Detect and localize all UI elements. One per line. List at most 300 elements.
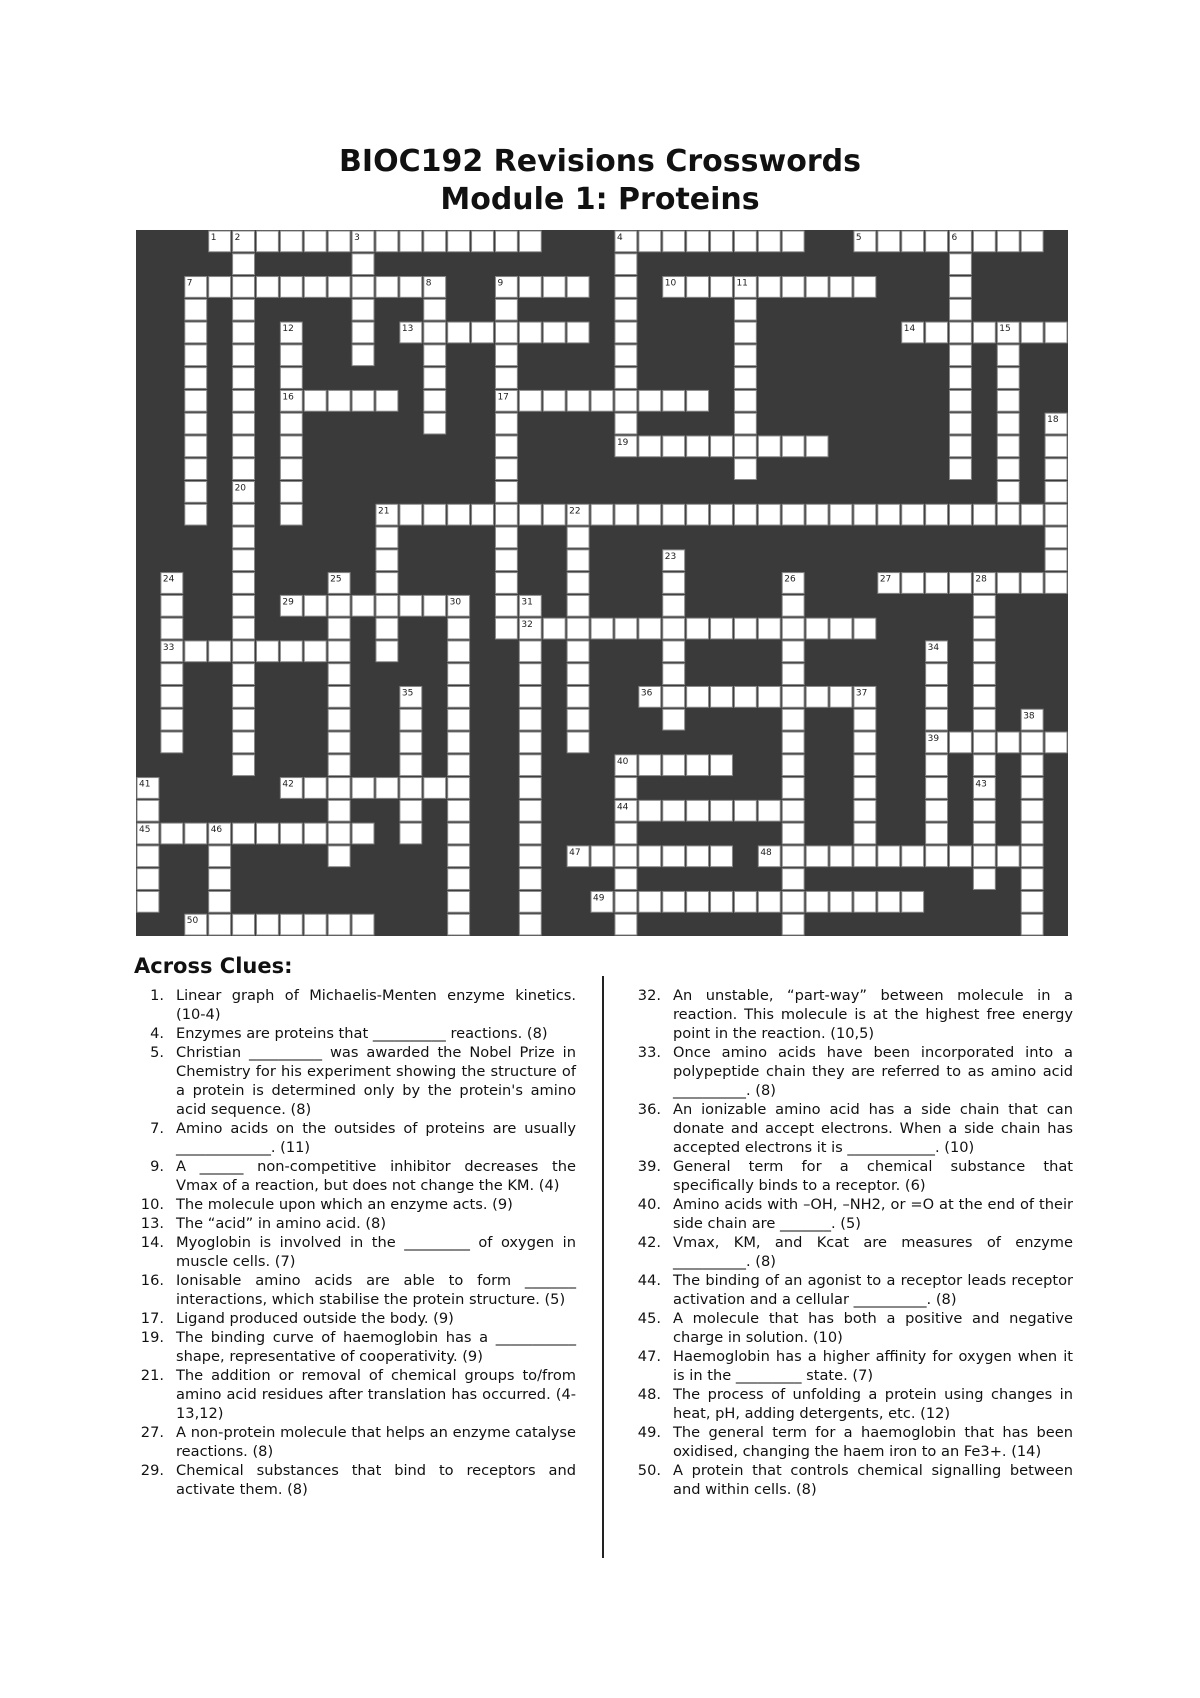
crossword-cell[interactable] — [926, 778, 948, 799]
crossword-cell[interactable] — [328, 800, 350, 821]
crossword-cell[interactable] — [352, 254, 374, 275]
crossword-cell[interactable] — [926, 686, 948, 707]
crossword-cell[interactable] — [854, 800, 876, 821]
crossword-cell[interactable] — [424, 345, 446, 366]
crossword-cell[interactable] — [543, 277, 565, 298]
crossword-cell[interactable] — [400, 231, 422, 252]
crossword-cell[interactable] — [950, 436, 972, 457]
crossword-cell[interactable] — [615, 390, 637, 411]
crossword-cell[interactable] — [663, 891, 685, 912]
crossword-cell[interactable] — [997, 436, 1019, 457]
crossword-cell[interactable] — [973, 664, 995, 685]
crossword-cell[interactable] — [950, 413, 972, 434]
crossword-cell[interactable] — [639, 504, 661, 525]
crossword-cell[interactable] — [328, 390, 350, 411]
crossword-cell[interactable] — [519, 686, 541, 707]
crossword-cell[interactable] — [758, 686, 780, 707]
crossword-cell[interactable] — [926, 755, 948, 776]
crossword-cell[interactable] — [639, 436, 661, 457]
crossword-cell[interactable] — [256, 823, 278, 844]
crossword-cell[interactable] — [997, 413, 1019, 434]
crossword-cell[interactable] — [376, 231, 398, 252]
crossword-cell[interactable] — [973, 641, 995, 662]
crossword-cell[interactable] — [830, 846, 852, 867]
crossword-cell[interactable] — [304, 641, 326, 662]
crossword-cell[interactable] — [233, 504, 255, 525]
crossword-cell[interactable] — [663, 709, 685, 730]
crossword-cell[interactable] — [519, 709, 541, 730]
crossword-cell[interactable] — [543, 504, 565, 525]
crossword-cell[interactable] — [161, 823, 183, 844]
crossword-cell[interactable] — [137, 891, 159, 912]
crossword-cell[interactable] — [782, 231, 804, 252]
crossword-cell[interactable] — [233, 254, 255, 275]
crossword-cell[interactable] — [687, 846, 709, 867]
crossword-cell[interactable] — [782, 869, 804, 890]
crossword-cell[interactable] — [209, 846, 231, 867]
crossword-cell[interactable] — [352, 299, 374, 320]
crossword-cell[interactable] — [782, 914, 804, 935]
crossword-cell[interactable] — [902, 846, 924, 867]
crossword-cell[interactable] — [687, 436, 709, 457]
crossword-cell[interactable] — [304, 823, 326, 844]
crossword-cell[interactable] — [758, 504, 780, 525]
crossword-cell[interactable] — [639, 618, 661, 639]
crossword-cell[interactable] — [376, 390, 398, 411]
crossword-cell[interactable] — [543, 322, 565, 343]
crossword-cell[interactable] — [519, 914, 541, 935]
crossword-cell[interactable] — [567, 664, 589, 685]
crossword-cell[interactable] — [233, 299, 255, 320]
crossword-cell[interactable] — [950, 299, 972, 320]
crossword-cell[interactable] — [687, 504, 709, 525]
crossword-cell[interactable] — [472, 322, 494, 343]
crossword-cell[interactable] — [854, 277, 876, 298]
crossword-cell[interactable] — [448, 891, 470, 912]
crossword-cell[interactable] — [1021, 891, 1043, 912]
crossword-cell[interactable] — [495, 573, 517, 594]
crossword-cell[interactable] — [280, 368, 302, 389]
crossword-cell[interactable] — [328, 709, 350, 730]
crossword-cell[interactable] — [1021, 800, 1043, 821]
crossword-cell[interactable] — [233, 436, 255, 457]
crossword-cell[interactable] — [400, 277, 422, 298]
crossword-cell[interactable] — [950, 459, 972, 480]
crossword-cell[interactable] — [758, 231, 780, 252]
crossword-cell[interactable] — [233, 277, 255, 298]
crossword-cell[interactable] — [615, 869, 637, 890]
crossword-cell[interactable] — [926, 846, 948, 867]
crossword-cell[interactable] — [567, 686, 589, 707]
crossword-cell[interactable] — [1045, 482, 1067, 503]
crossword-cell[interactable] — [854, 755, 876, 776]
crossword-cell[interactable] — [233, 550, 255, 571]
crossword-cell[interactable] — [328, 641, 350, 662]
crossword-cell[interactable] — [687, 755, 709, 776]
crossword-cell[interactable] — [495, 322, 517, 343]
crossword-cell[interactable] — [591, 846, 613, 867]
crossword-cell[interactable] — [1021, 322, 1043, 343]
crossword-cell[interactable] — [854, 618, 876, 639]
crossword-cell[interactable] — [615, 254, 637, 275]
crossword-cell[interactable] — [926, 573, 948, 594]
crossword-cell[interactable] — [280, 345, 302, 366]
crossword-cell[interactable] — [304, 390, 326, 411]
crossword-cell[interactable] — [1045, 322, 1067, 343]
crossword-cell[interactable] — [519, 732, 541, 753]
crossword-cell[interactable] — [448, 732, 470, 753]
crossword-cell[interactable] — [663, 595, 685, 616]
crossword-cell[interactable] — [902, 231, 924, 252]
crossword-cell[interactable] — [854, 846, 876, 867]
crossword-cell[interactable] — [950, 573, 972, 594]
crossword-cell[interactable] — [519, 231, 541, 252]
crossword-cell[interactable] — [1021, 573, 1043, 594]
crossword-cell[interactable] — [328, 778, 350, 799]
crossword-cell[interactable] — [328, 231, 350, 252]
crossword-cell[interactable] — [973, 686, 995, 707]
crossword-cell[interactable] — [448, 641, 470, 662]
crossword-cell[interactable] — [854, 504, 876, 525]
crossword-cell[interactable] — [519, 755, 541, 776]
crossword-cell[interactable] — [328, 618, 350, 639]
crossword-cell[interactable] — [567, 641, 589, 662]
crossword-cell[interactable] — [973, 618, 995, 639]
crossword-cell[interactable] — [663, 641, 685, 662]
crossword-cell[interactable] — [233, 664, 255, 685]
crossword-cell[interactable] — [161, 709, 183, 730]
crossword-cell[interactable] — [376, 550, 398, 571]
crossword-cell[interactable] — [782, 504, 804, 525]
crossword-cell[interactable] — [448, 846, 470, 867]
crossword-cell[interactable] — [615, 322, 637, 343]
crossword-cell[interactable] — [950, 504, 972, 525]
crossword-cell[interactable] — [734, 891, 756, 912]
crossword-cell[interactable] — [711, 436, 733, 457]
crossword-cell[interactable] — [256, 641, 278, 662]
crossword-cell[interactable] — [424, 778, 446, 799]
crossword-cell[interactable] — [711, 846, 733, 867]
crossword-cell[interactable] — [830, 504, 852, 525]
crossword-cell[interactable] — [1045, 504, 1067, 525]
crossword-cell[interactable] — [997, 345, 1019, 366]
crossword-cell[interactable] — [519, 823, 541, 844]
crossword-cell[interactable] — [734, 345, 756, 366]
crossword-cell[interactable] — [1045, 732, 1067, 753]
crossword-cell[interactable] — [448, 231, 470, 252]
crossword-cell[interactable] — [734, 504, 756, 525]
crossword-cell[interactable] — [806, 277, 828, 298]
crossword-cell[interactable] — [782, 823, 804, 844]
crossword-cell[interactable] — [806, 436, 828, 457]
crossword-cell[interactable] — [878, 891, 900, 912]
crossword-cell[interactable] — [782, 436, 804, 457]
crossword-cell[interactable] — [400, 732, 422, 753]
crossword-cell[interactable] — [878, 504, 900, 525]
crossword-cell[interactable] — [854, 732, 876, 753]
crossword-cell[interactable] — [663, 800, 685, 821]
crossword-cell[interactable] — [233, 686, 255, 707]
crossword-cell[interactable] — [782, 846, 804, 867]
crossword-cell[interactable] — [233, 755, 255, 776]
crossword-cell[interactable] — [519, 322, 541, 343]
crossword-cell[interactable] — [280, 823, 302, 844]
crossword-cell[interactable] — [185, 482, 207, 503]
crossword-cell[interactable] — [615, 299, 637, 320]
crossword-cell[interactable] — [233, 618, 255, 639]
crossword-cell[interactable] — [424, 368, 446, 389]
crossword-cell[interactable] — [782, 800, 804, 821]
crossword-cell[interactable] — [973, 755, 995, 776]
crossword-cell[interactable] — [973, 732, 995, 753]
crossword-cell[interactable] — [137, 869, 159, 890]
crossword-cell[interactable] — [233, 390, 255, 411]
crossword-cell[interactable] — [615, 891, 637, 912]
crossword-cell[interactable] — [424, 413, 446, 434]
crossword-cell[interactable] — [615, 618, 637, 639]
crossword-cell[interactable] — [1021, 231, 1043, 252]
crossword-cell[interactable] — [1021, 778, 1043, 799]
crossword-cell[interactable] — [734, 413, 756, 434]
crossword-cell[interactable] — [280, 459, 302, 480]
crossword-cell[interactable] — [280, 914, 302, 935]
crossword-cell[interactable] — [185, 322, 207, 343]
crossword-cell[interactable] — [448, 800, 470, 821]
crossword-cell[interactable] — [233, 322, 255, 343]
crossword-cell[interactable] — [328, 732, 350, 753]
crossword-cell[interactable] — [567, 709, 589, 730]
crossword-cell[interactable] — [854, 709, 876, 730]
crossword-cell[interactable] — [1021, 914, 1043, 935]
crossword-cell[interactable] — [567, 732, 589, 753]
crossword-cell[interactable] — [950, 277, 972, 298]
crossword-cell[interactable] — [782, 732, 804, 753]
crossword-cell[interactable] — [328, 846, 350, 867]
crossword-cell[interactable] — [233, 823, 255, 844]
crossword-cell[interactable] — [950, 345, 972, 366]
crossword-cell[interactable] — [352, 823, 374, 844]
crossword-cell[interactable] — [997, 368, 1019, 389]
crossword-cell[interactable] — [328, 277, 350, 298]
crossword-cell[interactable] — [352, 322, 374, 343]
crossword-cell[interactable] — [615, 846, 637, 867]
crossword-cell[interactable] — [376, 778, 398, 799]
crossword-cell[interactable] — [185, 345, 207, 366]
crossword-cell[interactable] — [495, 368, 517, 389]
crossword-cell[interactable] — [639, 755, 661, 776]
crossword-cell[interactable] — [734, 368, 756, 389]
crossword-cell[interactable] — [1021, 823, 1043, 844]
crossword-cell[interactable] — [280, 277, 302, 298]
crossword-cell[interactable] — [137, 800, 159, 821]
crossword-cell[interactable] — [567, 573, 589, 594]
crossword-cell[interactable] — [758, 436, 780, 457]
crossword-cell[interactable] — [687, 277, 709, 298]
crossword-cell[interactable] — [854, 891, 876, 912]
crossword-cell[interactable] — [567, 527, 589, 548]
crossword-cell[interactable] — [280, 413, 302, 434]
crossword-cell[interactable] — [950, 322, 972, 343]
crossword-cell[interactable] — [782, 755, 804, 776]
crossword-cell[interactable] — [448, 755, 470, 776]
crossword-cell[interactable] — [782, 664, 804, 685]
crossword-cell[interactable] — [424, 504, 446, 525]
crossword-cell[interactable] — [973, 709, 995, 730]
crossword-cell[interactable] — [997, 846, 1019, 867]
crossword-cell[interactable] — [926, 231, 948, 252]
crossword-cell[interactable] — [782, 641, 804, 662]
crossword-cell[interactable] — [400, 823, 422, 844]
crossword-cell[interactable] — [758, 618, 780, 639]
crossword-cell[interactable] — [209, 914, 231, 935]
crossword-cell[interactable] — [926, 823, 948, 844]
crossword-cell[interactable] — [185, 368, 207, 389]
crossword-cell[interactable] — [950, 368, 972, 389]
crossword-cell[interactable] — [687, 686, 709, 707]
crossword-cell[interactable] — [758, 800, 780, 821]
crossword-cell[interactable] — [448, 869, 470, 890]
crossword-cell[interactable] — [448, 504, 470, 525]
crossword-cell[interactable] — [328, 755, 350, 776]
crossword-cell[interactable] — [711, 504, 733, 525]
crossword-cell[interactable] — [519, 800, 541, 821]
crossword-cell[interactable] — [495, 231, 517, 252]
crossword-cell[interactable] — [950, 254, 972, 275]
crossword-cell[interactable] — [663, 504, 685, 525]
crossword-cell[interactable] — [1021, 755, 1043, 776]
crossword-cell[interactable] — [687, 618, 709, 639]
crossword-cell[interactable] — [424, 322, 446, 343]
crossword-cell[interactable] — [233, 368, 255, 389]
crossword-cell[interactable] — [495, 459, 517, 480]
crossword-cell[interactable] — [328, 664, 350, 685]
crossword-cell[interactable] — [400, 504, 422, 525]
crossword-cell[interactable] — [997, 482, 1019, 503]
crossword-cell[interactable] — [161, 664, 183, 685]
crossword-cell[interactable] — [687, 891, 709, 912]
crossword-cell[interactable] — [926, 709, 948, 730]
crossword-cell[interactable] — [209, 869, 231, 890]
crossword-cell[interactable] — [495, 299, 517, 320]
crossword-cell[interactable] — [758, 891, 780, 912]
crossword-cell[interactable] — [495, 436, 517, 457]
crossword-cell[interactable] — [352, 778, 374, 799]
crossword-cell[interactable] — [711, 231, 733, 252]
crossword-cell[interactable] — [782, 618, 804, 639]
crossword-cell[interactable] — [734, 800, 756, 821]
crossword-cell[interactable] — [711, 618, 733, 639]
crossword-cell[interactable] — [280, 641, 302, 662]
crossword-cell[interactable] — [806, 686, 828, 707]
crossword-cell[interactable] — [1021, 846, 1043, 867]
crossword-cell[interactable] — [902, 891, 924, 912]
crossword-cell[interactable] — [567, 390, 589, 411]
crossword-cell[interactable] — [400, 800, 422, 821]
crossword-cell[interactable] — [854, 823, 876, 844]
crossword-cell[interactable] — [997, 390, 1019, 411]
crossword-cell[interactable] — [591, 504, 613, 525]
crossword-cell[interactable] — [711, 891, 733, 912]
crossword-cell[interactable] — [519, 891, 541, 912]
crossword-cell[interactable] — [567, 595, 589, 616]
crossword-cell[interactable] — [615, 823, 637, 844]
crossword-cell[interactable] — [615, 368, 637, 389]
crossword-cell[interactable] — [639, 231, 661, 252]
crossword-cell[interactable] — [472, 231, 494, 252]
crossword-cell[interactable] — [711, 277, 733, 298]
crossword-cell[interactable] — [233, 413, 255, 434]
crossword-cell[interactable] — [448, 664, 470, 685]
crossword-cell[interactable] — [495, 618, 517, 639]
crossword-cell[interactable] — [185, 459, 207, 480]
crossword-cell[interactable] — [448, 618, 470, 639]
crossword-cell[interactable] — [615, 778, 637, 799]
crossword-cell[interactable] — [663, 618, 685, 639]
crossword-cell[interactable] — [376, 641, 398, 662]
crossword-cell[interactable] — [519, 277, 541, 298]
crossword-cell[interactable] — [973, 595, 995, 616]
crossword-cell[interactable] — [734, 299, 756, 320]
crossword-cell[interactable] — [448, 778, 470, 799]
crossword-cell[interactable] — [567, 550, 589, 571]
crossword-cell[interactable] — [519, 846, 541, 867]
crossword-cell[interactable] — [830, 891, 852, 912]
crossword-cell[interactable] — [973, 231, 995, 252]
crossword-cell[interactable] — [543, 390, 565, 411]
crossword-cell[interactable] — [233, 641, 255, 662]
crossword-cell[interactable] — [567, 322, 589, 343]
crossword-cell[interactable] — [711, 755, 733, 776]
crossword-cell[interactable] — [376, 277, 398, 298]
crossword-cell[interactable] — [1021, 869, 1043, 890]
crossword-cell[interactable] — [734, 322, 756, 343]
crossword-cell[interactable] — [256, 277, 278, 298]
crossword-cell[interactable] — [639, 390, 661, 411]
crossword-cell[interactable] — [782, 277, 804, 298]
crossword-cell[interactable] — [615, 413, 637, 434]
crossword-cell[interactable] — [854, 778, 876, 799]
crossword-cell[interactable] — [495, 504, 517, 525]
crossword-cell[interactable] — [615, 504, 637, 525]
crossword-cell[interactable] — [950, 732, 972, 753]
crossword-cell[interactable] — [806, 846, 828, 867]
crossword-cell[interactable] — [519, 778, 541, 799]
crossword-cell[interactable] — [878, 846, 900, 867]
crossword-cell[interactable] — [973, 823, 995, 844]
crossword-cell[interactable] — [711, 686, 733, 707]
crossword-cell[interactable] — [663, 755, 685, 776]
crossword-cell[interactable] — [352, 390, 374, 411]
crossword-cell[interactable] — [663, 390, 685, 411]
crossword-cell[interactable] — [639, 800, 661, 821]
crossword-cell[interactable] — [926, 800, 948, 821]
crossword-cell[interactable] — [233, 914, 255, 935]
crossword-cell[interactable] — [734, 390, 756, 411]
crossword-cell[interactable] — [997, 732, 1019, 753]
crossword-cell[interactable] — [734, 618, 756, 639]
crossword-cell[interactable] — [997, 573, 1019, 594]
crossword-cell[interactable] — [495, 550, 517, 571]
crossword-cell[interactable] — [233, 709, 255, 730]
crossword-cell[interactable] — [400, 709, 422, 730]
crossword-cell[interactable] — [304, 231, 326, 252]
crossword-cell[interactable] — [424, 390, 446, 411]
crossword-cell[interactable] — [424, 299, 446, 320]
crossword-cell[interactable] — [1045, 459, 1067, 480]
crossword-cell[interactable] — [830, 277, 852, 298]
crossword-cell[interactable] — [233, 527, 255, 548]
crossword-cell[interactable] — [424, 595, 446, 616]
